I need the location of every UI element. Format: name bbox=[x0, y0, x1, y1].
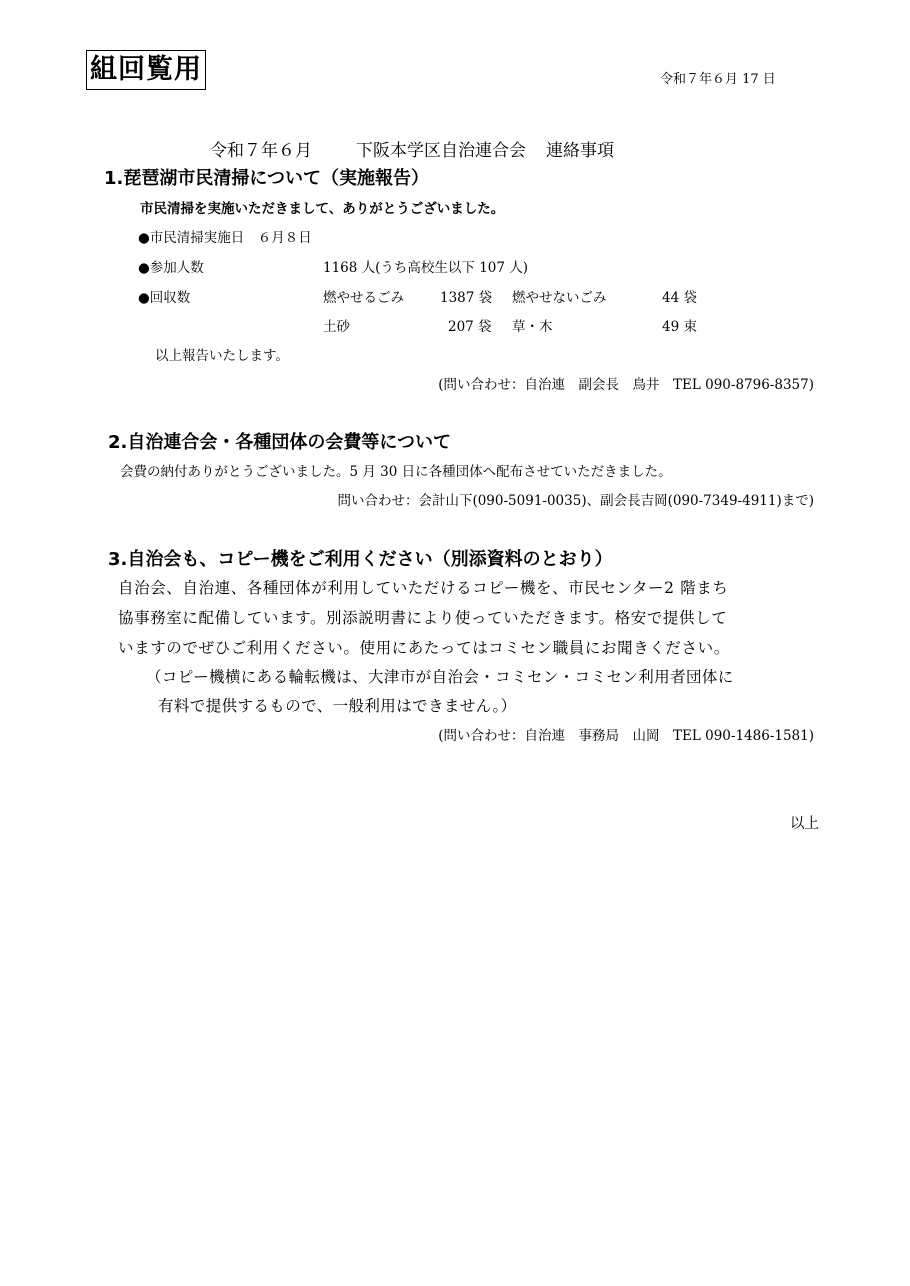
title-subject: 連絡事項 bbox=[546, 141, 614, 161]
section1-participants-value: 1168 人(うち高校生以下 107 人) bbox=[323, 260, 529, 276]
section3-note-line: （コピー機横にある輪転機は、大津市が自治会・コミセン・コミセン利用者団体に bbox=[146, 668, 734, 686]
collection-item-name: 草・木 bbox=[512, 319, 553, 335]
closing-mark: 以上 bbox=[790, 816, 819, 832]
collection-item-name: 燃やせないごみ bbox=[512, 290, 607, 306]
collection-item-name: 土砂 bbox=[323, 319, 350, 335]
section1-contact: (問い合わせ：自治連 副会長 鳥井 TEL 090-8796-8357) bbox=[438, 377, 814, 393]
section2-body: 会費の納付ありがとうございました。5 月 30 日に各種団体へ配布させていただきました。 bbox=[120, 464, 672, 480]
section3-contact: (問い合わせ：自治連 事務局 山岡 TEL 090-1486-1581) bbox=[438, 728, 814, 744]
title-period: 令和７年６月 bbox=[210, 141, 312, 161]
section1-heading: 1.琵琶湖市民清掃について（実施報告） bbox=[104, 168, 430, 189]
section1-collection-label: ●回収数 bbox=[138, 290, 191, 306]
section2-contact: 問い合わせ：会計山下(090-5091-0035)、副会長吉岡(090-7349-4911)まで) bbox=[337, 493, 814, 509]
section3-note-line: 有料で提供するもので、一般利用はできません。） bbox=[158, 697, 517, 715]
section1-thanks: 市民清掃を実施いただきまして、ありがとうございました。 bbox=[140, 201, 505, 217]
section3-line: 協事務室に配備しています。別添説明書により使っていただきます。格安で提供して bbox=[118, 609, 728, 627]
document-date: 令和７年６月 17 日 bbox=[660, 72, 776, 87]
section1-date-label: ●市民清掃実施日 ６月８日 bbox=[138, 230, 312, 246]
section3-heading: 3.自治会も、コピー機をご利用ください（別添資料のとおり） bbox=[108, 549, 613, 570]
collection-item-value: 44 袋 bbox=[662, 290, 697, 306]
section3-line: いますのでぜひご利用ください。使用にあたってはコミセン職員にお聞きください。 bbox=[118, 639, 730, 657]
circulation-badge: 組回覧用 bbox=[86, 50, 206, 90]
section1-closing: 以上報告いたします。 bbox=[155, 348, 289, 364]
title-org: 下阪本学区自治連合会 bbox=[356, 141, 526, 161]
collection-item-value: 49 束 bbox=[662, 319, 697, 335]
collection-item-value: 207 袋 bbox=[448, 319, 492, 335]
document-title bbox=[210, 136, 614, 161]
collection-item-value: 1387 袋 bbox=[440, 290, 493, 306]
collection-item-name: 燃やせるごみ bbox=[323, 290, 404, 306]
section1-participants-label: ●参加人数 bbox=[138, 260, 204, 276]
section3-line: 自治会、自治連、各種団体が利用していただけるコピー機を、市民センター2 階まち bbox=[118, 579, 729, 597]
section2-heading: 2.自治連合会・各種団体の会費等について bbox=[108, 432, 452, 453]
